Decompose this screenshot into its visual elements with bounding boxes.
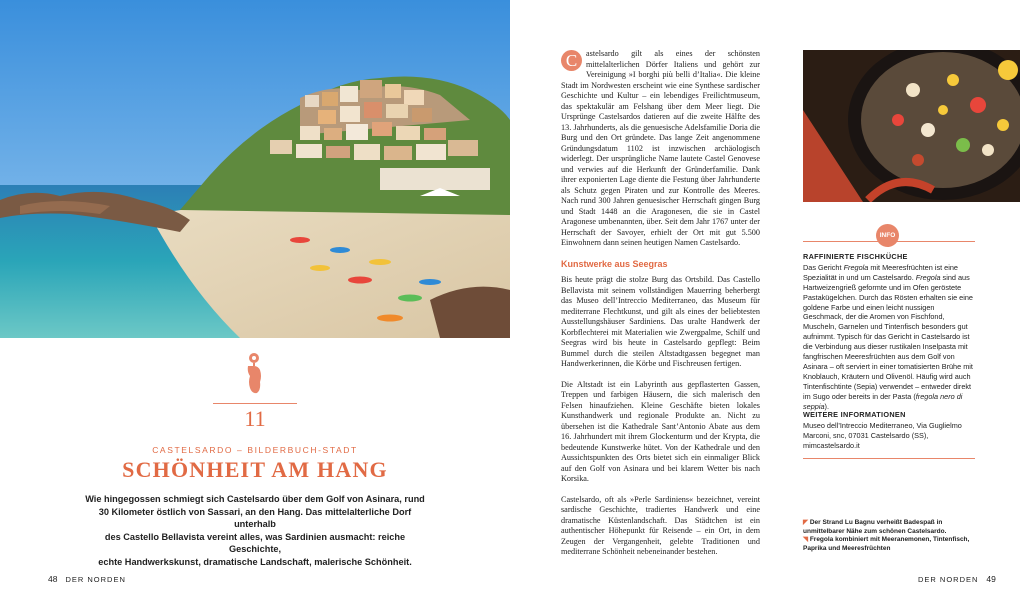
sidebar-title: WEITERE INFORMATIONEN bbox=[803, 410, 906, 419]
running-head: DER NORDEN bbox=[918, 575, 979, 584]
caption-arrow-icon: ◥ bbox=[803, 536, 808, 543]
right-page bbox=[510, 0, 1020, 609]
info-badge: INFO bbox=[876, 224, 899, 247]
chapter-intro bbox=[82, 493, 428, 569]
body-paragraph: Castelsardo, oft als »Perle Sardiniens« bezeichnet, vereint sardische Geschichte, tradiertes Handwerk und eine dramatische Küstenlandschaft. Das Städtchen ist ein authentischer Höhepunkt für Reisende – ein Ort, in dem Zeugen der Vergangenheit, gelebte Traditionen und mediterrane Schönheit nebeneinander bestehen. bbox=[561, 494, 760, 556]
chapter-headline: SCHÖNHEIT AM HANG bbox=[122, 457, 388, 482]
sidebar-text: Museo dell’Intreccio Mediterraneo, Via Guglielmo Marconi, snc, 07031 Castelsardo (SS), mimcastelsardo.it bbox=[803, 420, 962, 450]
caption-arrow-icon: ◤ bbox=[803, 519, 808, 526]
body-paragraph: Bis heute prägt die stolze Burg das Ortsbild. Das Castello Bellavista mit seinem vollständigen Mauerring beherbergt das Museo dell’Intreccio Mediterraneo, das Museum für mediterrane Flechtkunst, und gilt als eines der beliebtesten Ausstellungshäuser Sardiniens. Das uralte Handwerk der Korbflechterei mit Materialien wie Zwergpalme, Schilf und Seegras wird bis heute in Castelsardo gepflegt: Beim Bummel durch die steilen Altstadtgassen begegnet man Handwerkerinnen, die Körbe und Fischreusen fertigen. bbox=[561, 275, 760, 368]
sidebar-box-info bbox=[803, 410, 975, 451]
section-subhead: Kunstwerke aus Seegras bbox=[561, 258, 668, 269]
caption-line: ◤ Der Strand Lu Bagnu verheißt Badespaß in unmittelbarer Nähe zum schönen Castelsardo. bbox=[803, 519, 947, 535]
paragraph-text: astelsardo gilt als eines der schönsten mittelalterlichen Dörfer Italiens und gehört zur Vereinigung »I borghi più belli d’Italia«. Die kleine Stadt im Nordwesten erscheint wie eine Synthese sardischer Geschichte und Kultur – ein lebendiges Freilichtmuseum, das spektakulär am Felshang über dem Meer liegt. Die Ursprünge Castelsardos datieren auf die zweite Hälfte des 13. Jahrhunderts, als die genuesische Adelsfamilie Doria die Burg und den Ort gründete. Das lange Zeit angenommene Gründungsdatum 1102 ist inzwischen archäologisch widerlegt. Der ursprüngliche Name lautete Castel Genovese und verwies auf die Herkunft der Gründerfamilie. Dank ihrer exponierten Lage diente die Festung über Jahrhunderte als Schutz gegen Piraten und zur Kontrolle des Meeres. Nach rund 300 Jahren genuesischer Herrschaft gingen Burg und Stadt 1448 an die Aragonesen, die sie in Castel Aragonese umbenannten, über. Seit dem Jahr 1767 unter der Herrschaft der Savoyer, erhielt der Ort mit gut 5.500 Einwohnern dann seinen heutigen Namen Castelsardo. bbox=[561, 49, 760, 247]
body-paragraph bbox=[561, 49, 760, 249]
sidebar-text: Das Gericht Fregola mit Meeresfrüchten ist eine Spezialität in und um Castelsardo. Fregola sind aus Hartweizengrieß geformte und im Ofen geröstete Pastakügelchen. Durch das Rösten erhalten sie eine goldene Farbe und einen leicht nussigen Geschmack, der die Aromen von Fischfond, Muscheln, Garnelen und Tintenfisch besonders gut aufnimmt. Typisch für das Gericht in Castelsardo ist die Verbindung aus dieser rustikalen Inselpasta mit fangfrischen Meeresfrüchten aus dem Golf von Asinara – oft serviert in einer tomatisierten Brühe mit Knoblauch, Kräutern und Olivenöl. Häufig wird auch Tintenfischtinte (Sepia) verwendet – entweder direkt im Sugo oder bereits in der Pasta (fregola nero di seppia). bbox=[803, 262, 973, 411]
intro-line: 30 Kilometer östlich von Sassari, an den Hang. Das mittelalterliche Dorf unterhalb bbox=[98, 506, 412, 530]
sidebar-rule-bottom bbox=[803, 458, 975, 459]
sardinia-location-pin-icon bbox=[244, 352, 264, 396]
intro-line: des Castello Bellavista vereint alles, was Sardinien ausmacht: reiche Geschichte, bbox=[104, 531, 406, 555]
caption-line: ◥ Fregola kombiniert mit Meeranemonen, Tintenfisch, Paprika und Meeresfrüchten bbox=[803, 536, 970, 552]
chapter-number: 11 bbox=[244, 406, 266, 431]
chapter-kicker: CASTELSARDO – BILDERBUCH-STADT bbox=[152, 445, 358, 455]
intro-line: Wie hingegossen schmiegt sich Castelsardo über dem Golf von Asinara, rund bbox=[85, 494, 425, 504]
castelsardo-coast-photo bbox=[0, 0, 510, 338]
page-number: 49 bbox=[986, 574, 996, 584]
sidebar-box-cuisine bbox=[803, 252, 975, 412]
chapter-rule bbox=[213, 403, 297, 404]
left-folio bbox=[48, 574, 134, 584]
body-column bbox=[561, 49, 760, 558]
running-head: DER NORDEN bbox=[65, 575, 126, 584]
sidebar-title: RAFFINIERTE FISCHKÜCHE bbox=[803, 252, 908, 261]
fregola-seafood-paella-photo bbox=[803, 50, 1020, 202]
right-folio bbox=[910, 574, 996, 584]
photo-captions bbox=[803, 519, 973, 553]
body-paragraph: Die Altstadt ist ein Labyrinth aus gepflasterten Gassen, Treppen und farbigen Häusern, die sich malerisch den Felsen hinaufziehen. Kleine Geschäfte bieten lokales Kunsthandwerk und regionale Produkte an. Nicht zu übersehen ist die Kathedrale Sant’Antonio Abate aus dem 16. Jahrhundert mit ihrem Glockenturm und der Krypta, die bedeutende Kunstwerke hütet. Von der Kathedrale und den Aussichtspunkten des Orts bietet sich ein einmaliger Blick auf den Golf von Asinara und bei klarem Wetter bis nach Korsika. bbox=[561, 379, 760, 483]
dropcap: C bbox=[561, 50, 582, 71]
intro-line: echte Handwerkskunst, dramatische Landschaft, malerische Schönheit. bbox=[98, 556, 412, 567]
page-number: 48 bbox=[48, 574, 58, 584]
